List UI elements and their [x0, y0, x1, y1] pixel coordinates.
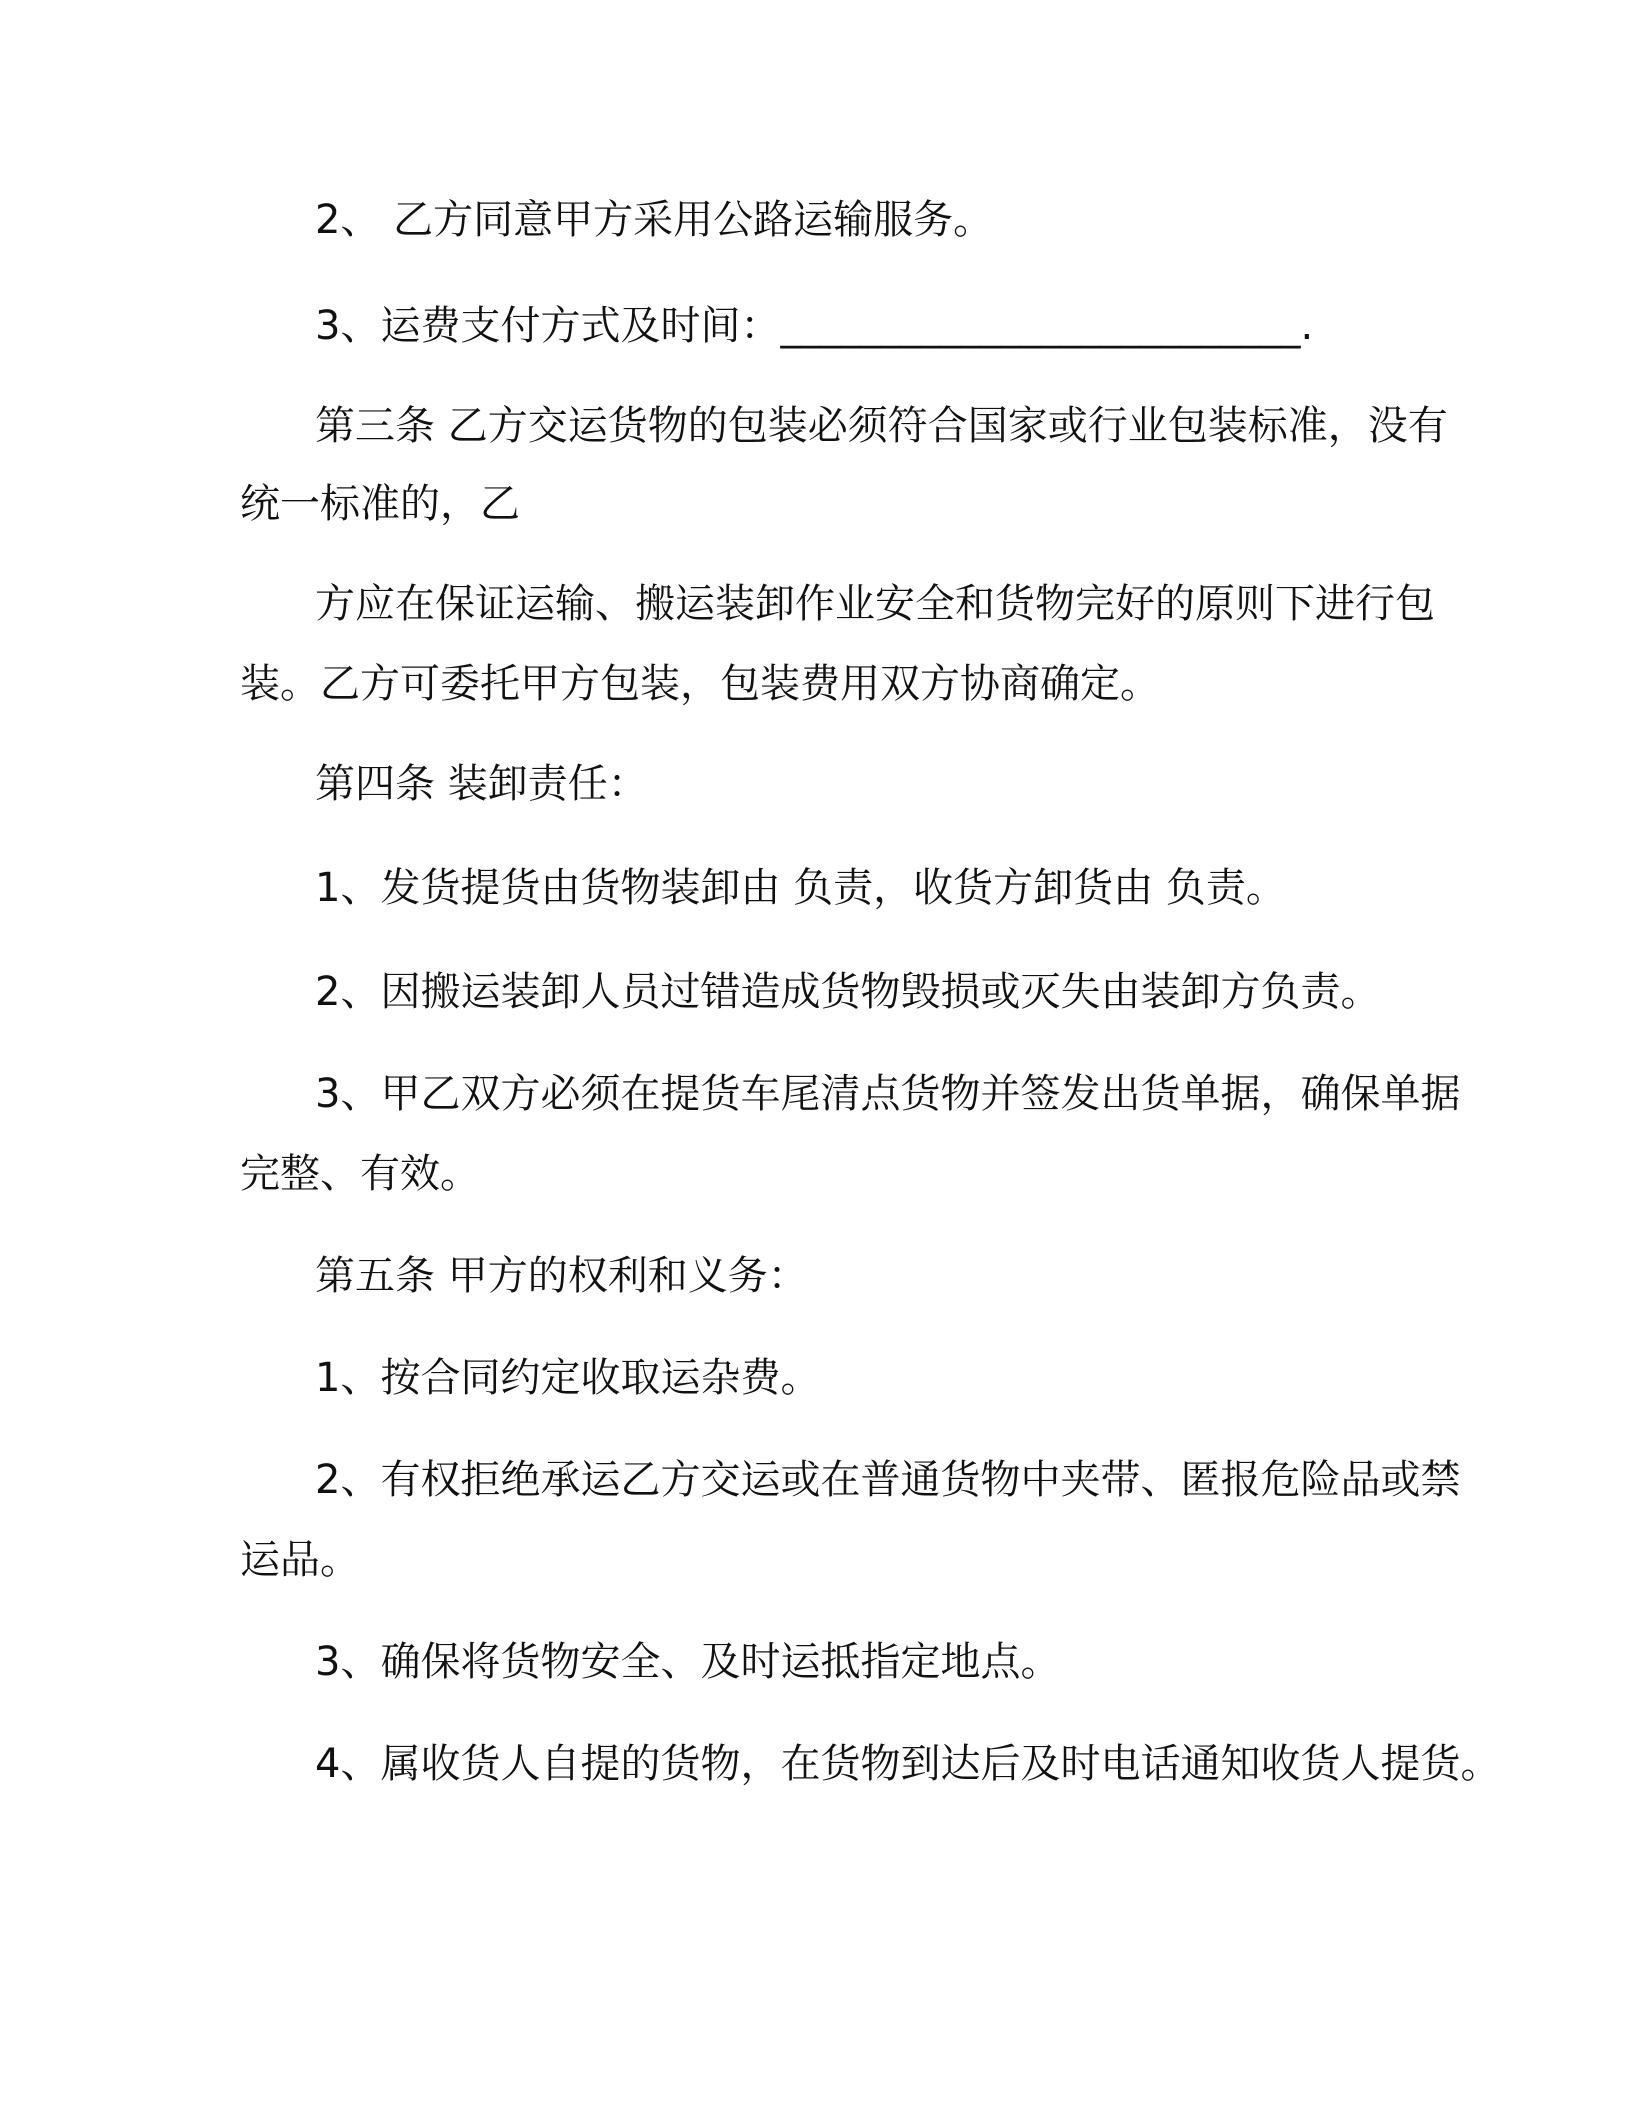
clause-5-2-line-1: 2、有权拒绝承运乙方交运或在普通货物中夹带、匿报危险品或禁 [315, 1457, 1461, 1503]
clause-4-1: 1、发货提货由货物装卸由 负责，收货方卸货由 负责。 [315, 865, 1286, 911]
clause-5-4: 4、属收货人自提的货物，在货物到达后及时电话通知收货人提货。 [315, 1741, 1501, 1787]
clause-4-2: 2、因搬运装卸人员过错造成货物毁损或灭失由装卸方负责。 [315, 969, 1381, 1015]
clause-5-2-line-2: 运品。 [240, 1537, 360, 1583]
article-5-heading: 第五条 甲方的权利和义务： [315, 1253, 808, 1299]
article-3-line-2: 统一标准的，乙 [240, 481, 520, 527]
clause-2-3-freight-payment: 3、运费支付方式及时间：__________________________. [315, 303, 1314, 349]
clause-2-2-highway-transport: 2、 乙方同意甲方采用公路运输服务。 [315, 197, 994, 243]
clause-4-3-line-1: 3、甲乙双方必须在提货车尾清点货物并签发出货单据，确保单据 [315, 1071, 1461, 1117]
clause-4-3-line-2: 完整、有效。 [240, 1151, 480, 1197]
clause-5-3: 3、确保将货物安全、及时运抵指定地点。 [315, 1639, 1061, 1685]
article-3-heading-line: 第三条 乙方交运货物的包装必须符合国家或行业包装标准，没有 [315, 403, 1448, 449]
article-3-line-3: 方应在保证运输、搬运装卸作业安全和货物完好的原则下进行包 [315, 581, 1435, 627]
article-3-line-4: 装。乙方可委托甲方包装，包装费用双方协商确定。 [240, 661, 1160, 707]
clause-5-1: 1、按合同约定收取运杂费。 [315, 1355, 821, 1401]
article-4-heading: 第四条 装卸责任： [315, 761, 648, 807]
